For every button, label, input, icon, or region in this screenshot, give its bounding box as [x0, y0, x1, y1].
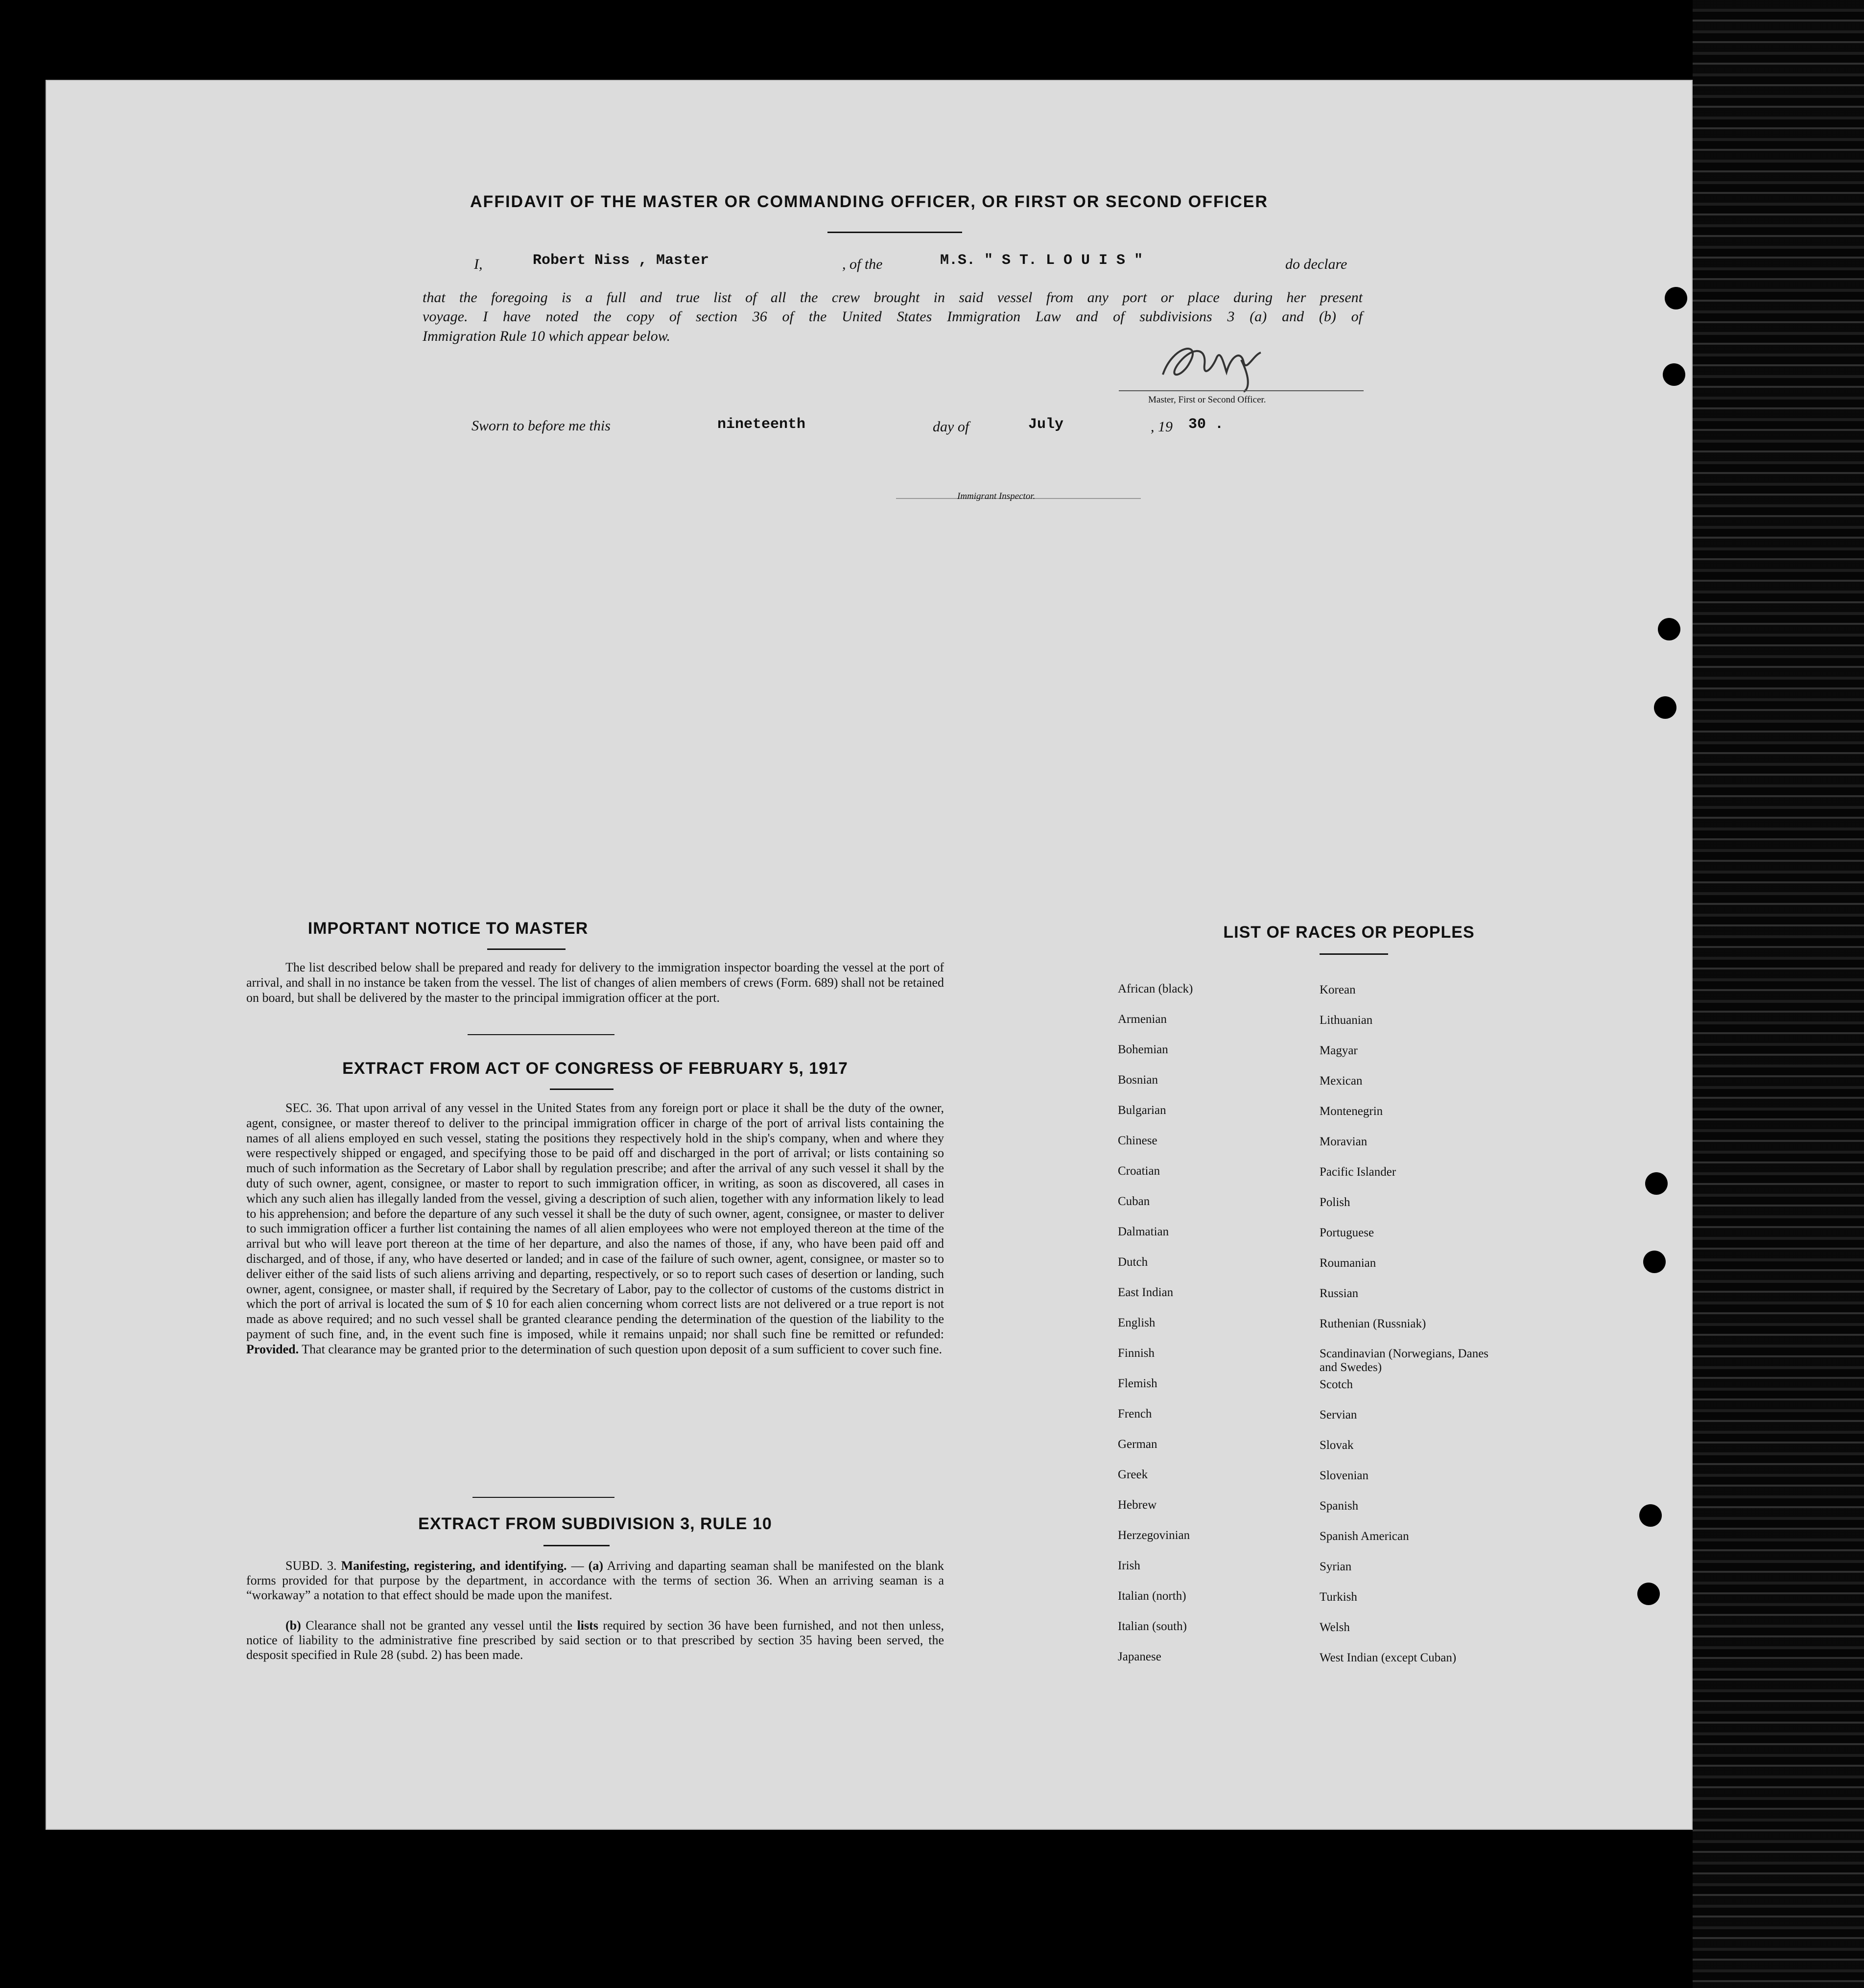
races-title: LIST OF RACES OR PEOPLES	[1223, 923, 1475, 942]
affidavit-pronoun: I,	[474, 256, 483, 272]
rule-b-lists: lists	[577, 1618, 598, 1633]
affidavit-line4: Immigration Rule 10 which appear below.	[423, 328, 671, 344]
race-item: Irish	[1118, 1559, 1140, 1572]
race-item: Roumanian	[1320, 1256, 1376, 1270]
race-item: Slovenian	[1320, 1469, 1369, 1482]
affidavit-title: AFFIDAVIT OF THE MASTER OR COMMANDING OFFICER, OR FIRST OR SECOND OFFICER	[470, 192, 1268, 211]
rule-subd-a	[246, 1559, 944, 1603]
notice-text: The list described below shall be prepared and ready for delivery to the immigration inspector boarding the vessel at the port of arrival, and shall in no instance be taken from the vessel. The list of changes of alien members of crews (Form. 689) shall not be retained on board, but shall be delivered by the master to the principal immigration officer at the port.	[246, 960, 944, 1005]
rule-a-text: Arriving and daparting seaman shall be manifested on the blank forms provided for that purpose by the department, in accordance with the terms of section 36. When an arriving seaman is a “workaway” a notation to that effect should be made upon the manifest.	[246, 1559, 944, 1602]
race-item: Ruthenian (Russniak)	[1320, 1317, 1426, 1330]
title-rule	[827, 232, 962, 233]
race-item: Magyar	[1320, 1044, 1358, 1057]
race-item: Spanish	[1320, 1499, 1359, 1513]
race-item: French	[1118, 1407, 1152, 1420]
race-item: Russian	[1320, 1287, 1359, 1300]
race-item: Italian (south)	[1118, 1620, 1187, 1633]
vessel-name: M.S. " S T. L O U I S "	[940, 252, 1143, 269]
master-name: Robert Niss , Master	[533, 252, 709, 269]
race-item: Scandinavian (Norwegians, Danes and Swedes)	[1320, 1347, 1489, 1374]
of-the-text: , of the	[842, 256, 883, 272]
race-item: West Indian (except Cuban)	[1320, 1651, 1457, 1664]
act-body: SEC. 36. That upon arrival of any vessel in the United States from any foreign port or place it shall be the duty of the owner, agent, consignee, or master thereof to deliver to the principal immigration officer in charge of the port of arrival lists containing the names of all aliens employed en such vessel, stating the positions they respectively hold in the ship's company, when and where they were respectively shipped or engaged, and specifying those to be paid off and discharged in the port of arrival; or lists containing so much of such information as the Secretary of Labor shall by regulation prescribe; and after the arrival of any such vessel it shall by the duty of such owner, agent, consignee, or master to report to such immigration officer, in writing, as soon as discovered, all cases in which any such alien has illegally landed from the vessel, giving a description of such alien, together with any information likely to lead to his apprehension; and before the departure of any such vessel it shall be the duty of such owner, agent, consignee, or master to deliver to such immigration officer a further list containing the names of all alien employees who were not employed thereon at the time of the arrival but who will leave port thereon at the time of her departure, and also the names of those, if any, who have been paid off and discharged, and of those, if any, who have deserted or landed; and in case of the failure of such owner, agent, consignee, or master so to deliver either of the said lists of such aliens arriving and departing, respectively, or so to report such cases of desertion or landing, such owner, agent, consignee, or master shall, if required by the Secretary of Labor, pay to the collector of customs of the customs district in which the port of arrival is located the sum of $ 10 for each alien concerning whom correct lists are not delivered or a true report is not made as above required; and no such vessel shall be granted clearance pending the determination of the question of the liability to the payment of such fine, and, in the event such fine is imposed, while it remains unpaid; nor shall such fine be remitted or refunded:	[246, 1101, 944, 1341]
punch-hole	[1639, 1504, 1662, 1527]
inspector-caption: Immigrant Inspector.	[957, 491, 1036, 501]
race-item: Chinese	[1118, 1134, 1157, 1147]
rule-title: EXTRACT FROM SUBDIVISION 3, RULE 10	[418, 1515, 772, 1533]
race-item: Hebrew	[1118, 1498, 1157, 1512]
races-left-column	[1118, 982, 1193, 1680]
race-item: Mexican	[1320, 1074, 1363, 1088]
act-end-rule	[472, 1497, 614, 1498]
year-prefix: , 19	[1151, 419, 1173, 435]
punch-hole	[1663, 363, 1685, 386]
race-item: Finnish	[1118, 1347, 1155, 1360]
race-item: Japanese	[1118, 1650, 1161, 1663]
race-item: Pacific Islander	[1320, 1165, 1396, 1179]
race-item: Turkish	[1320, 1590, 1357, 1604]
race-item: Cuban	[1118, 1195, 1150, 1208]
punch-hole	[1654, 696, 1676, 719]
race-item: Servian	[1320, 1408, 1357, 1421]
punch-hole	[1658, 618, 1680, 640]
race-item: Dalmatian	[1118, 1225, 1169, 1238]
act-rule	[550, 1089, 613, 1090]
notice-rule	[487, 948, 566, 950]
race-item: Spanish American	[1320, 1530, 1409, 1543]
race-item: Bosnian	[1118, 1073, 1158, 1087]
act-title: EXTRACT FROM ACT OF CONGRESS OF FEBRUARY 5, 1917	[342, 1059, 848, 1078]
sworn-month: July	[1028, 416, 1064, 433]
year-suffix: 30 .	[1188, 416, 1224, 433]
race-item: Croatian	[1118, 1164, 1160, 1178]
rule-heading: Manifesting, registering, and identifying.	[341, 1559, 567, 1573]
act-text	[246, 1101, 944, 1357]
race-item: Herzegovinian	[1118, 1529, 1190, 1542]
race-item: Bohemian	[1118, 1043, 1168, 1056]
race-item: Welsh	[1320, 1621, 1350, 1634]
scan-edge	[1693, 0, 1864, 1988]
day-of-text: day of	[933, 419, 969, 435]
rule-subd-label: SUBD. 3.	[285, 1559, 337, 1573]
rule-subd-b	[246, 1618, 944, 1662]
signature-caption: Master, First or Second Officer.	[1148, 395, 1266, 405]
race-item: East Indian	[1118, 1286, 1174, 1299]
punch-hole	[1643, 1251, 1666, 1273]
race-item: Dutch	[1118, 1255, 1148, 1269]
rule-b-text1: Clearance shall not be granted any vessel until the	[306, 1618, 573, 1633]
race-item: Slovak	[1320, 1439, 1354, 1452]
punch-hole	[1645, 1172, 1668, 1195]
rule-b-text2: required by section 36 have been furnished, and not then unless, notice of liability to the administrative fine prescribed by said section or to that prescribed by section 35 having been served, the desposit specified in Rule 28 (subd. 2) has been made.	[246, 1618, 944, 1662]
notice-end-rule	[468, 1034, 614, 1035]
declare-text: do declare	[1285, 256, 1347, 272]
signature-line	[1119, 390, 1364, 391]
race-item: Armenian	[1118, 1013, 1167, 1026]
affidavit-line3: voyage. I have noted the copy of section 36 of the United States Immigration Law and of subdivisions 3 (a) and (b) of	[423, 308, 1363, 325]
race-item: Moravian	[1320, 1135, 1368, 1148]
act-tail: That clearance may be granted prior to the determination of such question upon deposit of a sum sufficient to cover such fine.	[302, 1342, 942, 1356]
race-item: African (black)	[1118, 982, 1193, 995]
race-item: Montenegrin	[1320, 1105, 1383, 1118]
rule-a-label: (a)	[588, 1559, 603, 1573]
affidavit-line1	[47, 252, 1692, 277]
races-right-column	[1320, 983, 1496, 1681]
punch-hole	[1665, 287, 1687, 309]
rule-title-rule	[543, 1545, 610, 1546]
sworn-prefix: Sworn to before me this	[472, 418, 611, 434]
rule-dash: —	[571, 1559, 584, 1573]
race-item: Korean	[1320, 983, 1356, 996]
sworn-day: nineteenth	[717, 416, 806, 433]
race-item: English	[1118, 1316, 1156, 1329]
race-item: Portuguese	[1320, 1226, 1374, 1239]
punch-hole	[1637, 1583, 1660, 1605]
notice-title: IMPORTANT NOTICE TO MASTER	[307, 919, 589, 938]
act-provided: Provided.	[246, 1342, 299, 1356]
document-page	[47, 81, 1692, 1829]
signature	[1143, 335, 1290, 394]
rule-b-label: (b)	[285, 1618, 301, 1633]
race-item: Bulgarian	[1118, 1104, 1166, 1117]
race-item: Scotch	[1320, 1378, 1353, 1391]
races-rule	[1320, 953, 1388, 955]
race-item: Polish	[1320, 1196, 1350, 1209]
race-item: Greek	[1118, 1468, 1148, 1481]
race-item: Flemish	[1118, 1377, 1157, 1390]
sworn-line	[47, 414, 1692, 438]
race-item: Lithuanian	[1320, 1014, 1373, 1027]
race-item: German	[1118, 1438, 1157, 1451]
race-item: Italian (north)	[1118, 1589, 1186, 1603]
affidavit-line2: that the foregoing is a full and true list of all the crew brought in said vessel from any port or place during her present	[423, 289, 1363, 306]
race-item: Syrian	[1320, 1560, 1352, 1573]
